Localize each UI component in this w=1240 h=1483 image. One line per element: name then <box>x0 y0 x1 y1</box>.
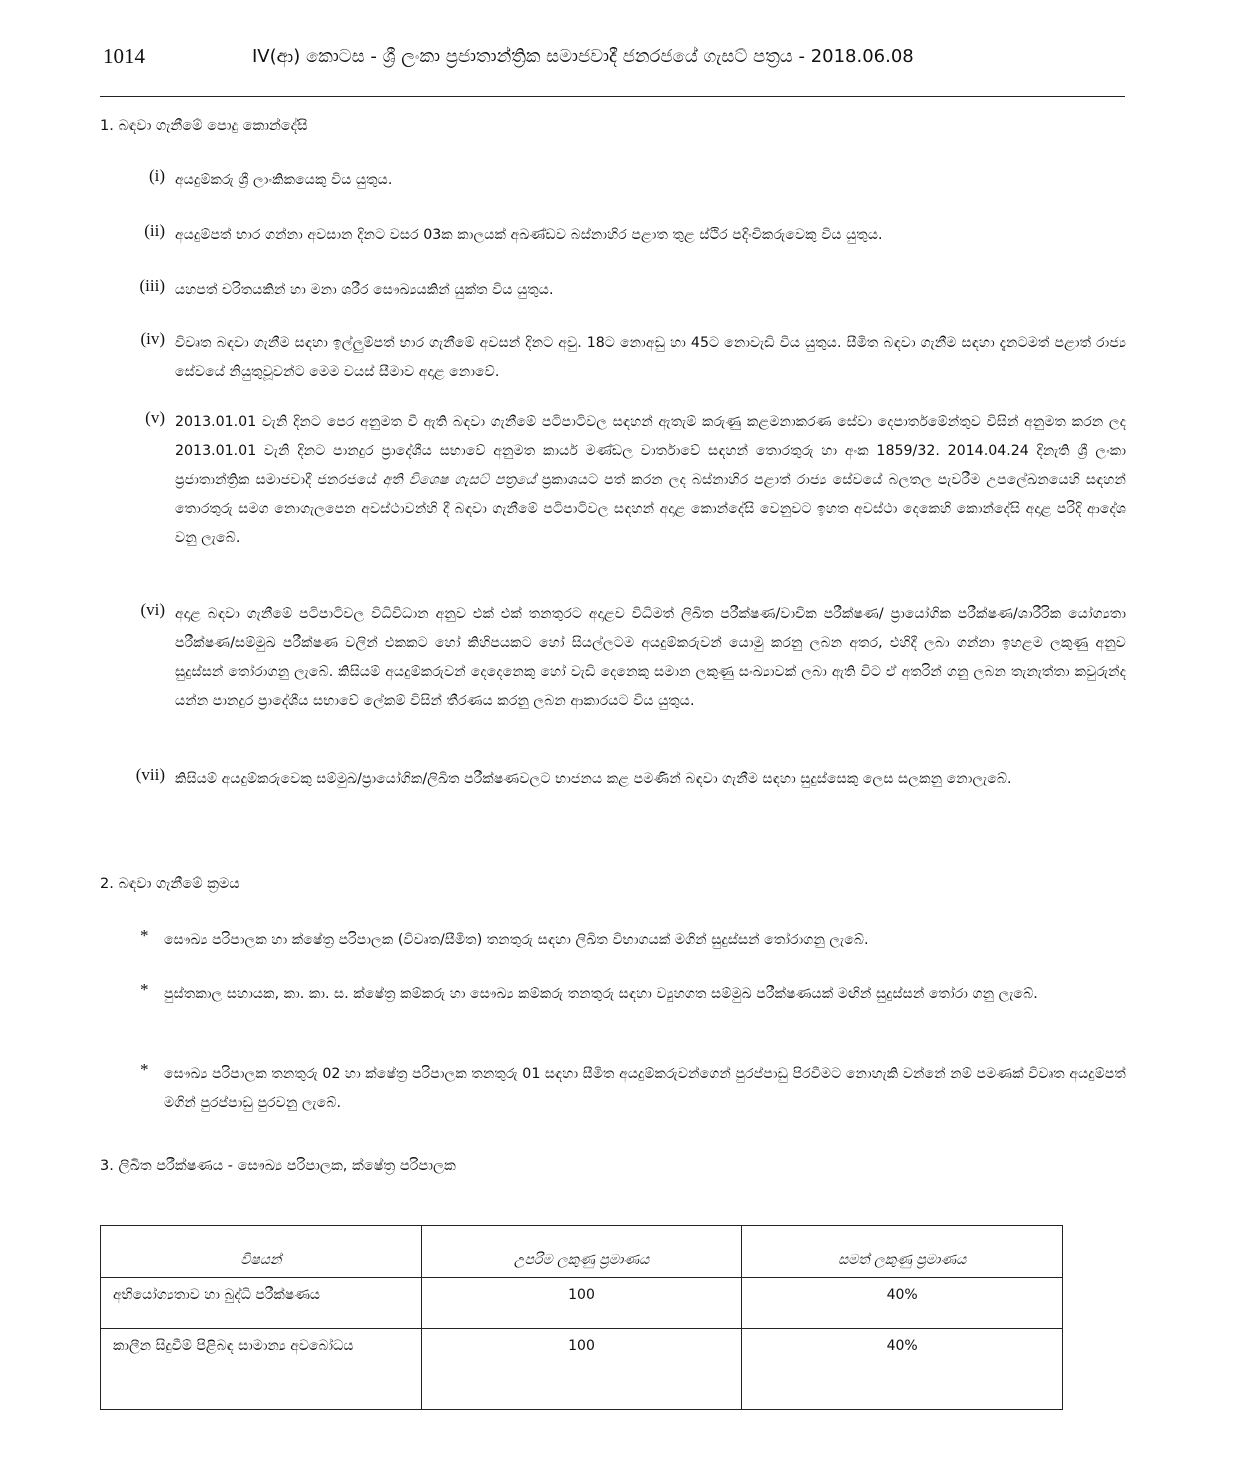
condition-item <box>130 276 1126 305</box>
header-subjects: විෂයන් <box>101 1226 422 1278</box>
item-text: කිසියම් අයදුම්කරුවෙකු සම්මුඛ/ප්‍රායෝගික/ලිඛිත පරීක්ෂණවලට භාජනය කළ පමණින් බඳවා ගැනීම සඳහා සුදුස්සෙකු ලෙස සලකනු නොලැබේ. <box>175 771 1012 787</box>
item-text: විවෘත බඳවා ගැනීම සඳහා ඉල්ලුම්පත් භාර ගැනීමේ අවසන් දිනට අවු. 18ට නොඅඩු හා 45ට නොවැඩි විය යුතුය. සීමිත බඳවා ගැනීම සඳහා දැනටමත් පළාත් රාජ්‍ය සේවයේ නියුතුවූවන්ට මෙම වයස් සීමාව අදාළ නොවේ. <box>175 335 1126 380</box>
page-number: 1014 <box>103 44 145 68</box>
header-divider <box>100 96 1125 97</box>
section-1-heading: 1. බඳවා ගැනීමේ පොදු කොන්දේසි <box>100 118 308 134</box>
item-text-part: ප්‍රකාශයට පත් කරන ලද බස්නාහිර පළාත් රාජ්‍ය සේවයේ බලතල පැවරීම උපලේඛනයෙහි සඳහන් තොරතුරු සමග නොගැලපෙන අවස්ථාවන්හි දී බඳවා ගැනීමේ පටිපාටිවල සඳහන් අදාළ කොන්දේසි වෙනුවට ඉහත අවස්ථා දෙකෙහි කොන්දේසි අදාළ පරිදි ආදේශ වනු ලැබේ. <box>175 472 1126 546</box>
bullet-text: පුස්තකාල සහායක, කා. කා. ස. ක්ෂේත්‍ර කම්කරු හා සෞඛ්‍ය කම්කරු තනතුරු සඳහා ව්‍යුහගත සම්මුඛ පරීක්ෂණයක් මඟින් සුදුස්සන් තෝරා ගනු ලැබේ. <box>164 986 1038 1002</box>
method-bullet <box>140 926 1126 955</box>
exam-marks-table <box>100 1225 1063 1410</box>
item-text: අදාළ බඳවා ගැනීමේ පටිපාටිවල විධිවිධාන අනුව එක් එක් තනතුරට අදාළව විධිමත් ලිඛිත පරීක්ෂණ/වාචික පරීක්ෂණ/ ප්‍රායෝගික පරීක්ෂණ/ශාරීරික යෝග්‍යතා පරීක්ෂණ/සම්මුඛ පරීක්ෂණ වලින් එකකට හෝ කිහිපයකට හෝ සියල්ලටම අයදුම්කරුවන් යොමු කරනු ලබන අතර, එහිදී ලබා ගන්නා ඉහළම ලකුණු අනුව සුදුස්සන් තෝරාගනු ලැබේ. කිසියම් අයදුම්කරුවන් දෙදෙනෙකු හෝ වැඩි දෙනෙකු සමාන ලකුණු සංඛ්‍යාවක් ලබා ඇති විට ඒ අතරින් ගනු ලබන තැනැත්තා කවුරුන්ද යන්න පානදුර ප්‍රාදේශීය සභාවේ ලේකම් විසින් තීරණය කරනු ලබන ආකාරයට විය යුතුය. <box>175 606 1126 709</box>
table-row <box>101 1278 1063 1329</box>
subject-cell: අභියෝග්‍යතාව හා බුද්ධි පරීක්ෂණය <box>101 1278 422 1329</box>
gazette-header-title: IV(ආ) කොටස - ශ්‍රී ලංකා ප්‍රජාතාන්ත්‍රික සමාජවාදී ජනරජයේ ගැසට් පත්‍රය - 2018.06.08 <box>252 46 914 67</box>
table-row <box>101 1329 1063 1410</box>
method-bullet <box>140 980 1126 1009</box>
bullet-mark: * <box>140 1060 149 1079</box>
table-header-row <box>101 1226 1063 1278</box>
header-pass-marks: සමත් ලකුණු ප්‍රමාණය <box>742 1226 1063 1278</box>
pass-marks-cell: 40% <box>742 1278 1063 1329</box>
item-number: (vii) <box>135 765 165 784</box>
condition-item <box>130 166 1126 195</box>
method-bullet <box>140 1060 1126 1118</box>
item-text: අයදුම්කරු ශ්‍රී ලාංකිකයෙකු විය යුතුය. <box>175 172 393 188</box>
item-number: (vi) <box>140 600 165 619</box>
bullet-mark: * <box>140 980 149 999</box>
condition-item <box>130 221 1126 250</box>
condition-item <box>130 765 1126 794</box>
item-number: (iii) <box>139 276 165 295</box>
condition-item <box>130 329 1126 387</box>
item-text-part: 2013.01.01 වැනි දිනට පෙර අනුමත වී ඇති බඳවා ගැනීමේ පටිපාටිවල සඳහන් ඇතැම් කරුණු කළමනාකරණ සේවා දෙපාර්තමේන්තුව විසින් අනුමත කරන ලද 2013.01.01 වැනි දිනට පානදුර ප්‍රාදේශීය සභාවේ අනුමත කාර්ය මණ්ඩල වාර්තාවේ සඳහන් තොරතුරු හා අංක 1859/32. 2014.04.24 දිනැති ශ්‍රී ලංකා ප්‍රජාතාන්ත්‍රික සමාජවාදී ජනරජයේ <box>175 414 1126 488</box>
section-3-heading: 3. ලිඛිත පරීක්ෂණය - සෞඛ්‍ය පරිපාලක, ක්ෂේත්‍ර පරිපාලක <box>100 1158 456 1174</box>
item-number: (i) <box>148 166 165 185</box>
item-number: (v) <box>145 408 165 427</box>
item-text: අයදුම්පත් භාර ගන්නා අවසාන දිනට වසර 03ක කාලයක් අඛණ්ඩව බස්නාහිර පළාත තුළ ස්ථිර පදිංචිකරුවෙකු විය යුතුය. <box>175 227 883 243</box>
max-marks-cell: 100 <box>421 1278 742 1329</box>
condition-item <box>130 600 1126 716</box>
item-number: (ii) <box>144 221 165 240</box>
bullet-text: සෞඛ්‍ය පරිපාලක තනතුරු 02 හා ක්ෂේත්‍ර පරිපාලක තනතුරු 01 සඳහා සීමිත අයදුම්කරුවන්ගෙන් පුරප්පාඩු පිරවීමට නොහැකි වන්නේ නම් පමණක් විවෘත අයදුම්පත් මගින් පුරප්පාඩු පුරවනු ලැබේ. <box>164 1066 1126 1111</box>
condition-item <box>130 408 1126 553</box>
max-marks-cell: 100 <box>421 1329 742 1410</box>
pass-marks-cell: 40% <box>742 1329 1063 1410</box>
item-text <box>175 408 1126 553</box>
bullet-text: සෞඛ්‍ය පරිපාලක හා ක්ෂේත්‍ර පරිපාලක (විවෘත/සීමිත) තනතුරු සඳහා ලිඛිත විභාගයක් මගින් සුදුස්සන් තෝරාගනු ලැබේ. <box>164 932 869 948</box>
bullet-mark: * <box>140 926 149 945</box>
section-2-heading: 2. බඳවා ගැනීමේ ක්‍රමය <box>100 876 240 892</box>
item-number: (iv) <box>140 329 165 348</box>
item-text: යහපත් චරිතයකින් හා මනා ශරීර සෞඛ්‍යයකින් යුක්ත විය යුතුය. <box>175 282 554 298</box>
subject-cell: කාලීන සිදුවීම් පිළිබඳ සාමාන්‍ය අවබෝධය <box>101 1329 422 1410</box>
header-max-marks: උපරිම ලකුණු ප්‍රමාණය <box>421 1226 742 1278</box>
gazette-name-italic: අති විශෙෂ ගැසට් පත්‍රයේ <box>382 472 536 488</box>
